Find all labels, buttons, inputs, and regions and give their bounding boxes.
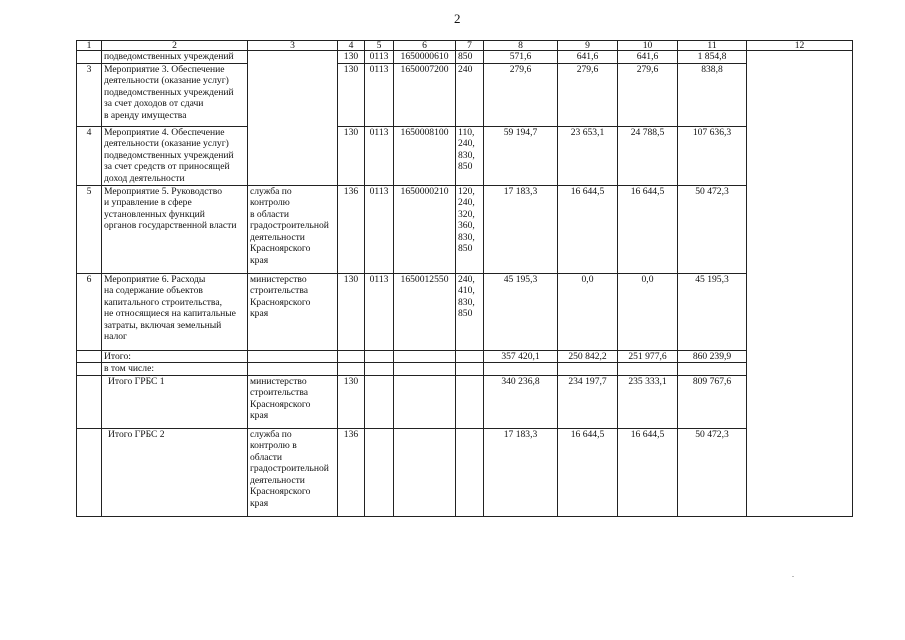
row-number: 5: [77, 185, 102, 273]
note-cell: [747, 428, 853, 516]
amount-year-2: 279,6: [558, 63, 618, 126]
row-number: 3: [77, 63, 102, 126]
header-cell: 3: [248, 41, 338, 51]
event-name: Мероприятие 3. Обеспечение деятельности (оказание услуг) подведомственных учреждений за счет доходов от сдачи в аренду имущества: [102, 63, 248, 126]
grbs2-year-2: 16 644,5: [558, 428, 618, 516]
amount-total: 838,8: [678, 63, 747, 126]
event-name: подведомственных учреждений: [102, 51, 248, 64]
amount-total: 1 854,8: [678, 51, 747, 64]
expense-type-code: 850: [456, 51, 484, 64]
header-cell: 12: [747, 41, 853, 51]
total-label: Итого:: [102, 350, 248, 363]
table-row: [77, 273, 853, 350]
target-code: 1650012550: [394, 273, 456, 350]
grbs-code: 130: [338, 273, 365, 350]
amount-year-1: 59 194,7: [484, 126, 558, 185]
expense-type-code: 110, 240, 830, 850: [456, 126, 484, 185]
grbs2-code: 136: [338, 428, 365, 516]
executor: [248, 51, 338, 186]
budget-table: [76, 40, 853, 517]
amount-year-3: 641,6: [618, 51, 678, 64]
row-number: 4: [77, 126, 102, 185]
header-cell: 4: [338, 41, 365, 51]
column-number-header-row: [77, 41, 853, 51]
header-cell: 2: [102, 41, 248, 51]
event-name: Мероприятие 6. Расходы на содержание объектов капитального строительства, не относящиеся на капитальные затраты, включая земельный налог: [102, 273, 248, 350]
amount-year-1: 17 183,3: [484, 185, 558, 273]
amount-total: 50 472,3: [678, 185, 747, 273]
section-code: 0113: [365, 51, 394, 64]
header-cell: 9: [558, 41, 618, 51]
amount-year-3: 16 644,5: [618, 185, 678, 273]
grbs2-year-1: 17 183,3: [484, 428, 558, 516]
grbs-row: [77, 428, 853, 516]
note-cell: [747, 363, 853, 376]
amount-total: 45 195,3: [678, 273, 747, 350]
header-cell: 5: [365, 41, 394, 51]
grbs1-year-3: 235 333,1: [618, 375, 678, 428]
scan-artifact: [792, 576, 794, 577]
grbs1-code: 130: [338, 375, 365, 428]
grbs1-year-2: 234 197,7: [558, 375, 618, 428]
header-cell: 1: [77, 41, 102, 51]
expense-type-code: 240, 410, 830, 850: [456, 273, 484, 350]
grbs-code: 136: [338, 185, 365, 273]
total-sum: 860 239,9: [678, 350, 747, 363]
header-cell: 10: [618, 41, 678, 51]
header-cell: 6: [394, 41, 456, 51]
amount-total: 107 636,3: [678, 126, 747, 185]
executor: служба по контролю в области градостроительной деятельности Красноярского края: [248, 185, 338, 273]
grbs-code: 130: [338, 126, 365, 185]
amount-year-2: 0,0: [558, 273, 618, 350]
table-row: [77, 63, 853, 126]
expense-type-code: 120, 240, 320, 360, 830, 850: [456, 185, 484, 273]
header-cell: 8: [484, 41, 558, 51]
amount-year-3: 24 788,5: [618, 126, 678, 185]
section-code: 0113: [365, 185, 394, 273]
section-code: 0113: [365, 126, 394, 185]
note-cell: [747, 350, 853, 363]
grbs2-sum: 50 472,3: [678, 428, 747, 516]
header-cell: 11: [678, 41, 747, 51]
amount-year-2: 23 653,1: [558, 126, 618, 185]
including-label: в том числе:: [102, 363, 248, 376]
total-year-1: 357 420,1: [484, 350, 558, 363]
row-number: [77, 51, 102, 64]
table-row: [77, 185, 853, 273]
section-code: 0113: [365, 273, 394, 350]
grbs1-label: Итого ГРБС 1: [102, 375, 248, 428]
amount-year-3: 279,6: [618, 63, 678, 126]
note-cell: [747, 185, 853, 273]
grbs1-year-1: 340 236,8: [484, 375, 558, 428]
grbs-row: [77, 375, 853, 428]
note-cell: [747, 273, 853, 350]
grbs1-sum: 809 767,6: [678, 375, 747, 428]
including-row: [77, 363, 853, 376]
amount-year-1: 45 195,3: [484, 273, 558, 350]
grbs1-executor: министерство строительства Красноярского края: [248, 375, 338, 428]
note-cell: [747, 51, 853, 186]
target-code: 1650000610: [394, 51, 456, 64]
grbs2-year-3: 16 644,5: [618, 428, 678, 516]
target-code: 1650000210: [394, 185, 456, 273]
amount-year-2: 641,6: [558, 51, 618, 64]
amount-year-1: 279,6: [484, 63, 558, 126]
grbs2-label: Итого ГРБС 2: [102, 428, 248, 516]
total-row: [77, 350, 853, 363]
section-code: 0113: [365, 63, 394, 126]
grbs-code: 130: [338, 63, 365, 126]
page-number: 2: [454, 11, 461, 26]
table-row: [77, 126, 853, 185]
header-cell: 7: [456, 41, 484, 51]
target-code: 1650008100: [394, 126, 456, 185]
executor: министерство строительства Красноярского края: [248, 273, 338, 350]
expense-type-code: 240: [456, 63, 484, 126]
grbs-code: 130: [338, 51, 365, 64]
grbs2-executor: служба по контролю в области градостроительной деятельности Красноярского края: [248, 428, 338, 516]
total-year-2: 250 842,2: [558, 350, 618, 363]
target-code: 1650007200: [394, 63, 456, 126]
amount-year-3: 0,0: [618, 273, 678, 350]
amount-year-2: 16 644,5: [558, 185, 618, 273]
row-number: 6: [77, 273, 102, 350]
event-name: Мероприятие 4. Обеспечение деятельности (оказание услуг) подведомственных учреждений за счет средств от приносящей доход деятельности: [102, 126, 248, 185]
amount-year-1: 571,6: [484, 51, 558, 64]
event-name: Мероприятие 5. Руководство и управление в сфере установленных функций органов государственной власти: [102, 185, 248, 273]
table-row: [77, 51, 853, 64]
total-year-3: 251 977,6: [618, 350, 678, 363]
note-cell: [747, 375, 853, 428]
